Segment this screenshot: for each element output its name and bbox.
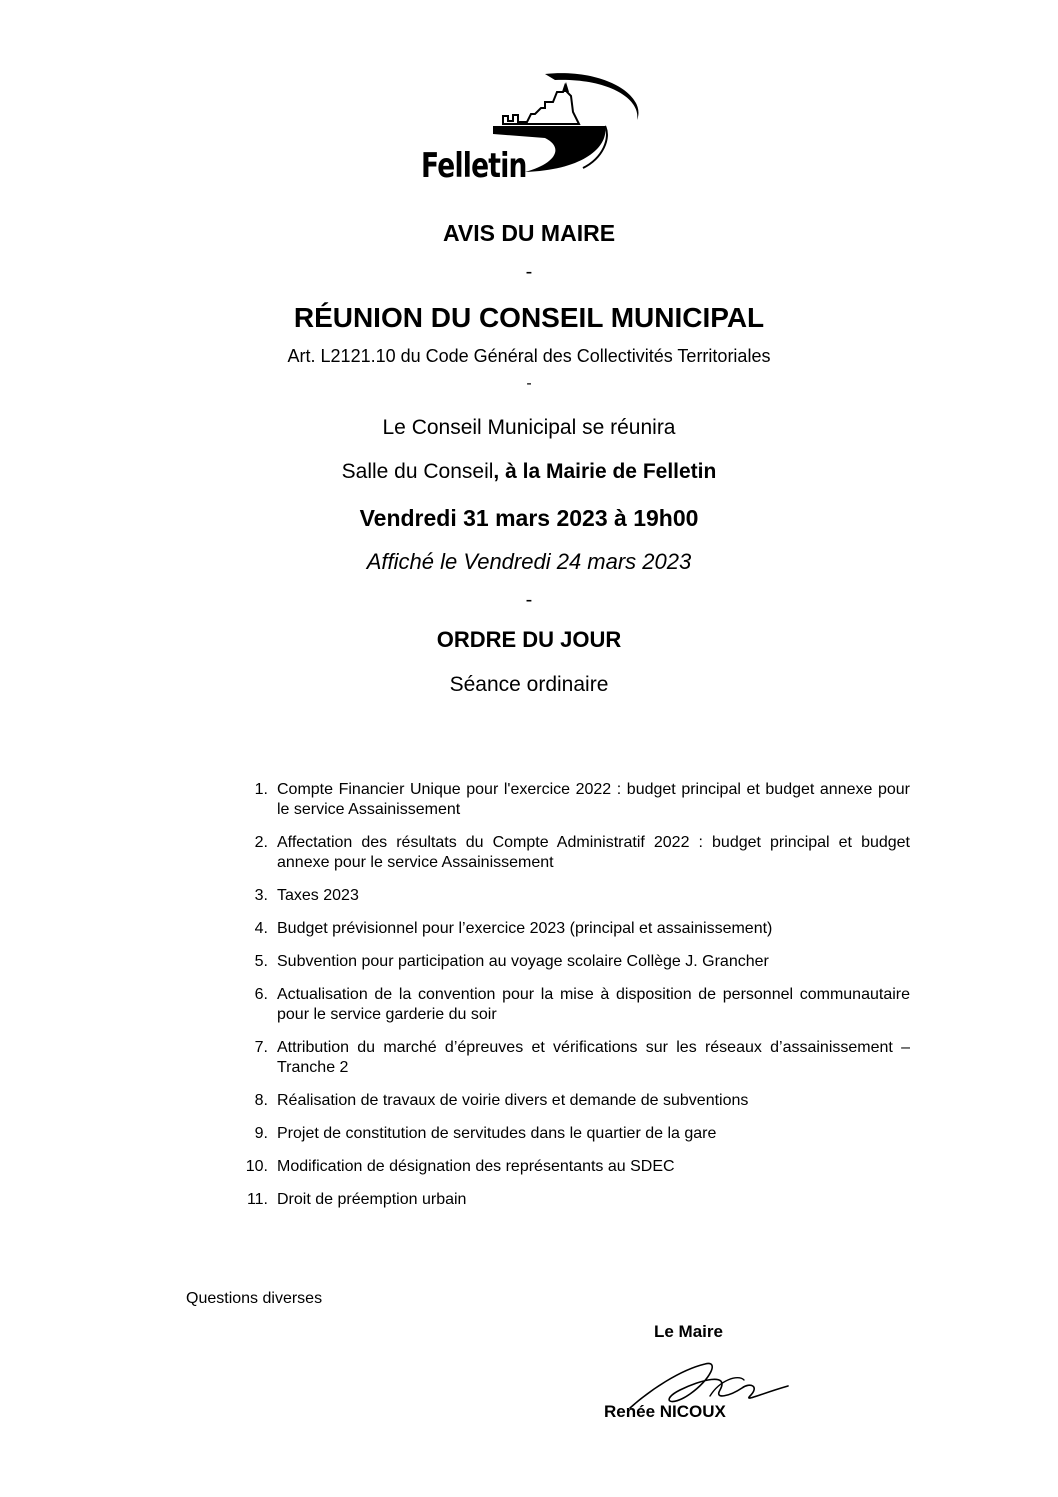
item-number: 5. (254, 953, 268, 970)
item-number: 1. (254, 781, 268, 798)
list-item (230, 1091, 910, 1111)
posting-date: Affiché le Vendredi 24 mars 2023 (366, 549, 692, 574)
item-text: Modification de désignation des représentants au SDEC (277, 1158, 675, 1175)
signatory-name: Renée NICOUX (604, 1402, 726, 1421)
other-questions: Questions diverses (186, 1290, 323, 1307)
notice-heading: AVIS DU MAIRE (442, 220, 616, 246)
agenda-list (230, 780, 910, 1210)
item-number: 4. (254, 920, 268, 937)
separator: - (525, 589, 533, 611)
item-text: Actualisation de la convention pour la mise à disposition de personnel communautaire pour le service garderie du soir (277, 986, 910, 1023)
item-text: Budget prévisionnel pour l’exercice 2023 (principal et assainissement) (277, 920, 773, 937)
item-text: Réalisation de travaux de voirie divers et demande de subventions (277, 1092, 749, 1109)
list-item (230, 780, 910, 820)
list-item (230, 1038, 910, 1078)
logo-wordmark: Felletin (421, 146, 527, 186)
page-title: RÉUNION DU CONSEIL MUNICIPAL (293, 302, 765, 333)
list-item (230, 886, 910, 906)
list-item (230, 952, 910, 972)
item-number: 9. (254, 1125, 268, 1142)
item-text: Affectation des résultats du Compte Administratif 2022 : budget principal et budget annexe pour le service Assainissement (277, 834, 910, 871)
item-text: Projet de constitution de servitudes dans le quartier de la gare (277, 1125, 717, 1142)
legal-reference: Art. L2121.10 du Code Général des Collectivités Territoriales (287, 346, 771, 366)
list-item (230, 1190, 910, 1210)
meeting-room: Salle du Conseil (341, 460, 494, 483)
meeting-place (0, 460, 1058, 484)
item-number: 7. (254, 1039, 268, 1056)
item-number: 11. (246, 1191, 268, 1208)
item-number: 2. (254, 834, 268, 851)
signatory-title: Le Maire (654, 1322, 723, 1341)
agenda-title: ORDRE DU JOUR (436, 627, 622, 652)
list-item (230, 833, 910, 873)
item-text: Taxes 2023 (277, 887, 359, 904)
list-item (230, 1157, 910, 1177)
item-text: Attribution du marché d’épreuves et vérifications sur les réseaux d’assainissement – Tranche 2 (277, 1039, 910, 1076)
item-number: 10. (245, 1158, 268, 1175)
item-number: 8. (254, 1092, 268, 1109)
separator: - (525, 261, 533, 283)
item-text: Compte Financier Unique pour l'exercice 2022 : budget principal et budget annexe pour le service Assainissement (277, 781, 910, 818)
item-number: 6. (254, 986, 268, 1003)
item-text: Subvention pour participation au voyage scolaire Collège J. Grancher (277, 953, 769, 970)
list-item (230, 1124, 910, 1144)
session-type: Séance ordinaire (449, 673, 609, 696)
meeting-intro: Le Conseil Municipal se réunira (382, 416, 676, 439)
felletin-logo (415, 68, 645, 186)
item-text: Droit de préemption urbain (277, 1191, 467, 1208)
item-number: 3. (254, 887, 268, 904)
list-item (230, 985, 910, 1025)
list-item (230, 919, 910, 939)
separator: - (526, 375, 532, 392)
meeting-location: , à la Mairie de Felletin (493, 460, 717, 483)
meeting-date: Vendredi 31 mars 2023 à 19h00 (359, 505, 699, 531)
